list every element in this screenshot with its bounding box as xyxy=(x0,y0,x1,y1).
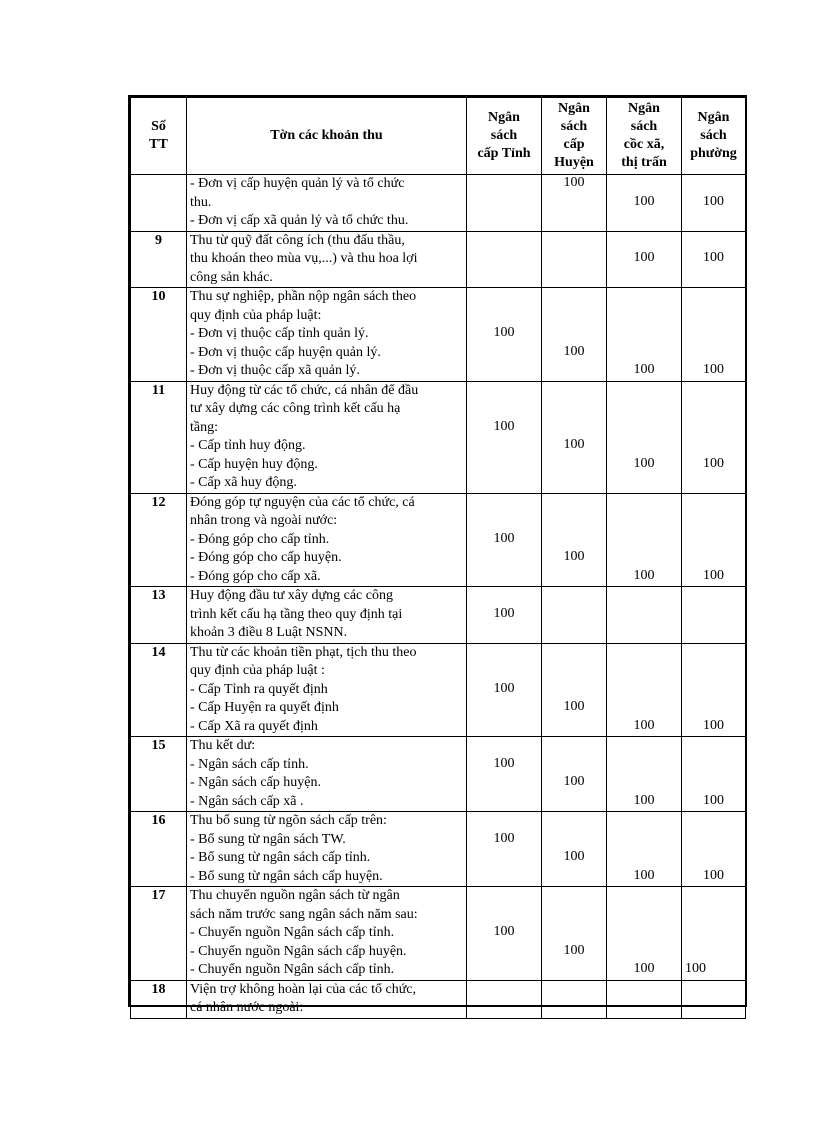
header-huyen-line: cấp xyxy=(563,137,585,152)
revenue-description xyxy=(187,887,467,981)
header-phuong-line: phường xyxy=(690,146,737,161)
header-tinh-line: sách xyxy=(490,128,518,143)
table-row xyxy=(131,493,746,587)
percent-value: 100 xyxy=(703,250,724,265)
value-cell-phuong xyxy=(682,587,746,644)
description-line: thu. xyxy=(190,194,212,210)
table-row xyxy=(131,288,746,382)
revenue-description xyxy=(187,493,467,587)
budget-table-frame xyxy=(128,95,747,1015)
description-line: tư xây dựng các công trình kết cấu hạ xyxy=(190,401,401,416)
description-line: - Đơn vị cấp huyện quản lý và tổ chức xyxy=(190,176,405,191)
percent-value: 100 xyxy=(493,325,515,340)
percent-value: 100 xyxy=(703,717,724,733)
header-huyen-line: Huyện xyxy=(554,155,594,170)
description-line: - Ngân sách cấp huyện. xyxy=(190,775,322,790)
value-cell-huyen xyxy=(542,587,607,644)
header-xa-line: Ngân xyxy=(628,101,660,116)
row-number: 15 xyxy=(131,737,187,812)
value-cell-phuong xyxy=(682,643,746,737)
header-huyen xyxy=(542,98,607,175)
header-phuong-line: Ngân xyxy=(697,110,730,125)
value-cell-xa xyxy=(607,231,682,288)
description-line: - Cấp huyện huy động. xyxy=(190,456,318,472)
value-cell-phuong xyxy=(682,737,746,812)
header-name: Tờn các khoản thu xyxy=(187,98,467,175)
value-cell-huyen xyxy=(542,231,607,288)
percent-value: 100 xyxy=(563,774,585,789)
value-cell-tinh xyxy=(467,812,542,887)
description-line: - Cấp Xã ra quyết định xyxy=(190,718,318,734)
value-cell-huyen xyxy=(542,737,607,812)
row-number: 12 xyxy=(131,493,187,587)
description-line: quy định của pháp luật : xyxy=(190,663,325,678)
row-number: 17 xyxy=(131,887,187,981)
revenue-description xyxy=(187,231,467,288)
percent-value: 100 xyxy=(563,549,585,564)
value-cell-tinh xyxy=(467,231,542,288)
table-row xyxy=(131,737,746,812)
description-line: - Đơn vị thuộc cấp tỉnh quản lý. xyxy=(190,326,369,341)
percent-value: 100 xyxy=(493,755,515,771)
value-cell-xa xyxy=(607,980,682,1018)
percent-value: 100 xyxy=(633,792,655,808)
value-cell-huyen xyxy=(542,288,607,382)
percent-value: 100 xyxy=(493,530,515,546)
budget-revenue-table xyxy=(130,97,746,1019)
description-line: - Bổ sung từ ngân sách cấp huyện. xyxy=(190,868,383,884)
value-cell-phuong xyxy=(682,493,746,587)
description-line: khoản 3 điều 8 Luật NSNN. xyxy=(190,625,348,640)
value-cell-phuong xyxy=(682,381,746,493)
description-line: - Cấp Huyện ra quyết định xyxy=(190,700,339,715)
description-line: Huy động đầu tư xây dựng các công xyxy=(190,588,393,603)
description-line: Viện trợ không hoàn lại của các tổ chức, xyxy=(190,981,417,997)
percent-value: 100 xyxy=(493,605,515,621)
percent-value: 100 xyxy=(633,250,655,265)
table-row xyxy=(131,643,746,737)
value-cell-phuong xyxy=(682,288,746,382)
description-line: Thu kết dư: xyxy=(190,738,256,753)
revenue-description xyxy=(187,737,467,812)
description-line: - Cấp xã huy động. xyxy=(190,475,297,490)
description-line: Đóng góp tự nguyện của các tổ chức, cá xyxy=(190,494,415,510)
header-xa-line: thị trấn xyxy=(621,155,667,170)
percent-value: 100 xyxy=(493,680,515,696)
value-cell-tinh xyxy=(467,175,542,232)
percent-value: 100 xyxy=(633,867,655,883)
percent-value: 100 xyxy=(633,717,655,733)
description-line: - Chuyển nguồn Ngân sách cấp huyện. xyxy=(190,943,407,959)
description-line: Thu chuyển nguồn ngân sách từ ngân xyxy=(190,888,400,903)
value-cell-tinh xyxy=(467,980,542,1018)
header-stt-line: TT xyxy=(149,137,168,152)
value-cell-tinh xyxy=(467,493,542,587)
percent-value: 100 xyxy=(703,792,724,808)
description-line: - Đóng góp cho cấp tỉnh. xyxy=(190,531,330,547)
description-line: - Chuyển nguồn Ngân sách cấp tỉnh. xyxy=(190,962,395,977)
percent-value: 100 xyxy=(703,567,724,583)
header-stt xyxy=(131,98,187,175)
table-body xyxy=(131,175,746,1019)
value-cell-huyen xyxy=(542,381,607,493)
revenue-description xyxy=(187,381,467,493)
value-cell-tinh xyxy=(467,643,542,737)
value-cell-xa xyxy=(607,493,682,587)
value-cell-xa xyxy=(607,887,682,981)
description-line: thu khoán theo mùa vụ,...) và thu hoa lợi xyxy=(190,251,418,266)
percent-value: 100 xyxy=(493,830,515,846)
percent-value: 100 xyxy=(563,942,585,958)
description-line: công sản khác. xyxy=(190,269,273,285)
description-line: Thu từ các khoản tiền phạt, tịch thu theo xyxy=(190,644,417,660)
value-cell-phuong xyxy=(682,887,746,981)
description-line: - Đơn vị cấp xã quản lý và tổ chức thu. xyxy=(190,213,409,228)
value-cell-tinh xyxy=(467,737,542,812)
revenue-description xyxy=(187,812,467,887)
value-cell-xa xyxy=(607,587,682,644)
percent-value: 100 xyxy=(563,699,585,714)
description-line: tầng: xyxy=(190,419,218,435)
header-xa-line: cồc xã, xyxy=(623,137,665,152)
percent-value: 100 xyxy=(633,567,655,583)
table-row xyxy=(131,381,746,493)
table-row xyxy=(131,812,746,887)
description-line: - Bổ sung từ ngân sách TW. xyxy=(190,831,346,847)
value-cell-tinh xyxy=(467,288,542,382)
row-number: 13 xyxy=(131,587,187,644)
description-line: Thu bổ sung từ ngõn sách cấp trên: xyxy=(190,813,387,828)
description-line: - Cấp Tỉnh ra quyết định xyxy=(190,681,328,697)
row-number: 14 xyxy=(131,643,187,737)
revenue-description xyxy=(187,980,467,1018)
header-huyen-line: sách xyxy=(560,119,588,134)
value-cell-huyen xyxy=(542,493,607,587)
value-cell-xa xyxy=(607,175,682,232)
table-row xyxy=(131,175,746,232)
header-tinh-line: cấp Tỉnh xyxy=(477,146,531,161)
value-cell-huyen xyxy=(542,812,607,887)
percent-value: 100 xyxy=(633,455,655,471)
description-line: Thu sự nghiệp, phần nộp ngân sách theo xyxy=(190,289,417,304)
percent-value: 100 xyxy=(563,175,585,190)
description-line: quy định của pháp luật: xyxy=(190,307,322,323)
percent-value: 100 xyxy=(703,362,724,377)
value-cell-tinh xyxy=(467,381,542,493)
percent-value: 100 xyxy=(493,418,515,434)
description-line: - Đơn vị thuộc cấp xã quản lý. xyxy=(190,363,360,378)
revenue-description xyxy=(187,643,467,737)
description-line: sách năm trước sang ngân sách năm sau: xyxy=(190,906,418,922)
value-cell-huyen xyxy=(542,175,607,232)
percent-value: 100 xyxy=(633,961,655,976)
revenue-description xyxy=(187,288,467,382)
row-number xyxy=(131,175,187,232)
percent-value: 100 xyxy=(493,924,515,939)
description-line: - Đơn vị thuộc cấp huyện quản lý. xyxy=(190,344,381,360)
description-line: - Đóng góp cho cấp huyện. xyxy=(190,550,342,565)
value-cell-xa xyxy=(607,812,682,887)
value-cell-xa xyxy=(607,643,682,737)
percent-value: 100 xyxy=(703,193,724,209)
revenue-description xyxy=(187,175,467,232)
revenue-description xyxy=(187,587,467,644)
value-cell-tinh xyxy=(467,587,542,644)
percent-value: 100 xyxy=(703,867,724,883)
description-line: Huy động từ các tổ chức, cá nhân để đầu xyxy=(190,382,419,398)
value-cell-huyen xyxy=(542,643,607,737)
description-line: nhân trong và ngoài nước: xyxy=(190,513,338,528)
description-line: Thu từ quỹ đất công ích (thu đấu thầu, xyxy=(190,232,405,248)
percent-value: 100 xyxy=(563,437,585,452)
value-cell-tinh xyxy=(467,887,542,981)
table-row xyxy=(131,587,746,644)
description-line: - Đóng góp cho cấp xã. xyxy=(190,568,321,584)
header-huyen-line: Ngân xyxy=(558,101,590,116)
value-cell-phuong xyxy=(682,231,746,288)
description-line: - Chuyển nguồn Ngân sách cấp tỉnh. xyxy=(190,925,395,940)
description-line: - Bổ sung từ ngân sách cấp tỉnh. xyxy=(190,850,371,865)
row-number: 18 xyxy=(131,980,187,1018)
header-xa-line: sách xyxy=(630,119,658,134)
row-number: 9 xyxy=(131,231,187,288)
value-cell-phuong xyxy=(682,175,746,232)
percent-value: 100 xyxy=(563,343,585,359)
percent-value: 100 xyxy=(685,961,706,976)
header-stt-line: Số xyxy=(151,119,166,134)
description-line: trình kết cấu hạ tầng theo quy định tại xyxy=(190,606,403,622)
value-cell-huyen xyxy=(542,887,607,981)
row-number: 10 xyxy=(131,288,187,382)
percent-value: 100 xyxy=(703,455,724,471)
description-line: - Cấp tỉnh huy động. xyxy=(190,438,306,453)
percent-value: 100 xyxy=(633,193,655,209)
header-tinh xyxy=(467,98,542,175)
value-cell-phuong xyxy=(682,812,746,887)
value-cell-huyen xyxy=(542,980,607,1018)
header-xa xyxy=(607,98,682,175)
value-cell-phuong xyxy=(682,980,746,1018)
value-cell-xa xyxy=(607,381,682,493)
table-row xyxy=(131,980,746,1018)
value-cell-xa xyxy=(607,288,682,382)
header-tinh-line: Ngân xyxy=(488,110,520,125)
percent-value: 100 xyxy=(563,849,585,864)
value-cell-xa xyxy=(607,737,682,812)
header-phuong xyxy=(682,98,746,175)
table-row xyxy=(131,231,746,288)
row-number: 16 xyxy=(131,812,187,887)
table-header-row xyxy=(131,98,746,175)
row-number: 11 xyxy=(131,381,187,493)
description-line: - Ngân sách cấp tỉnh. xyxy=(190,756,309,772)
table-row xyxy=(131,887,746,981)
header-phuong-line: sách xyxy=(700,128,727,143)
description-line: - Ngân sách cấp xã . xyxy=(190,793,304,809)
description-line: cá nhân nước ngoài: xyxy=(190,1000,304,1015)
percent-value: 100 xyxy=(633,362,655,377)
